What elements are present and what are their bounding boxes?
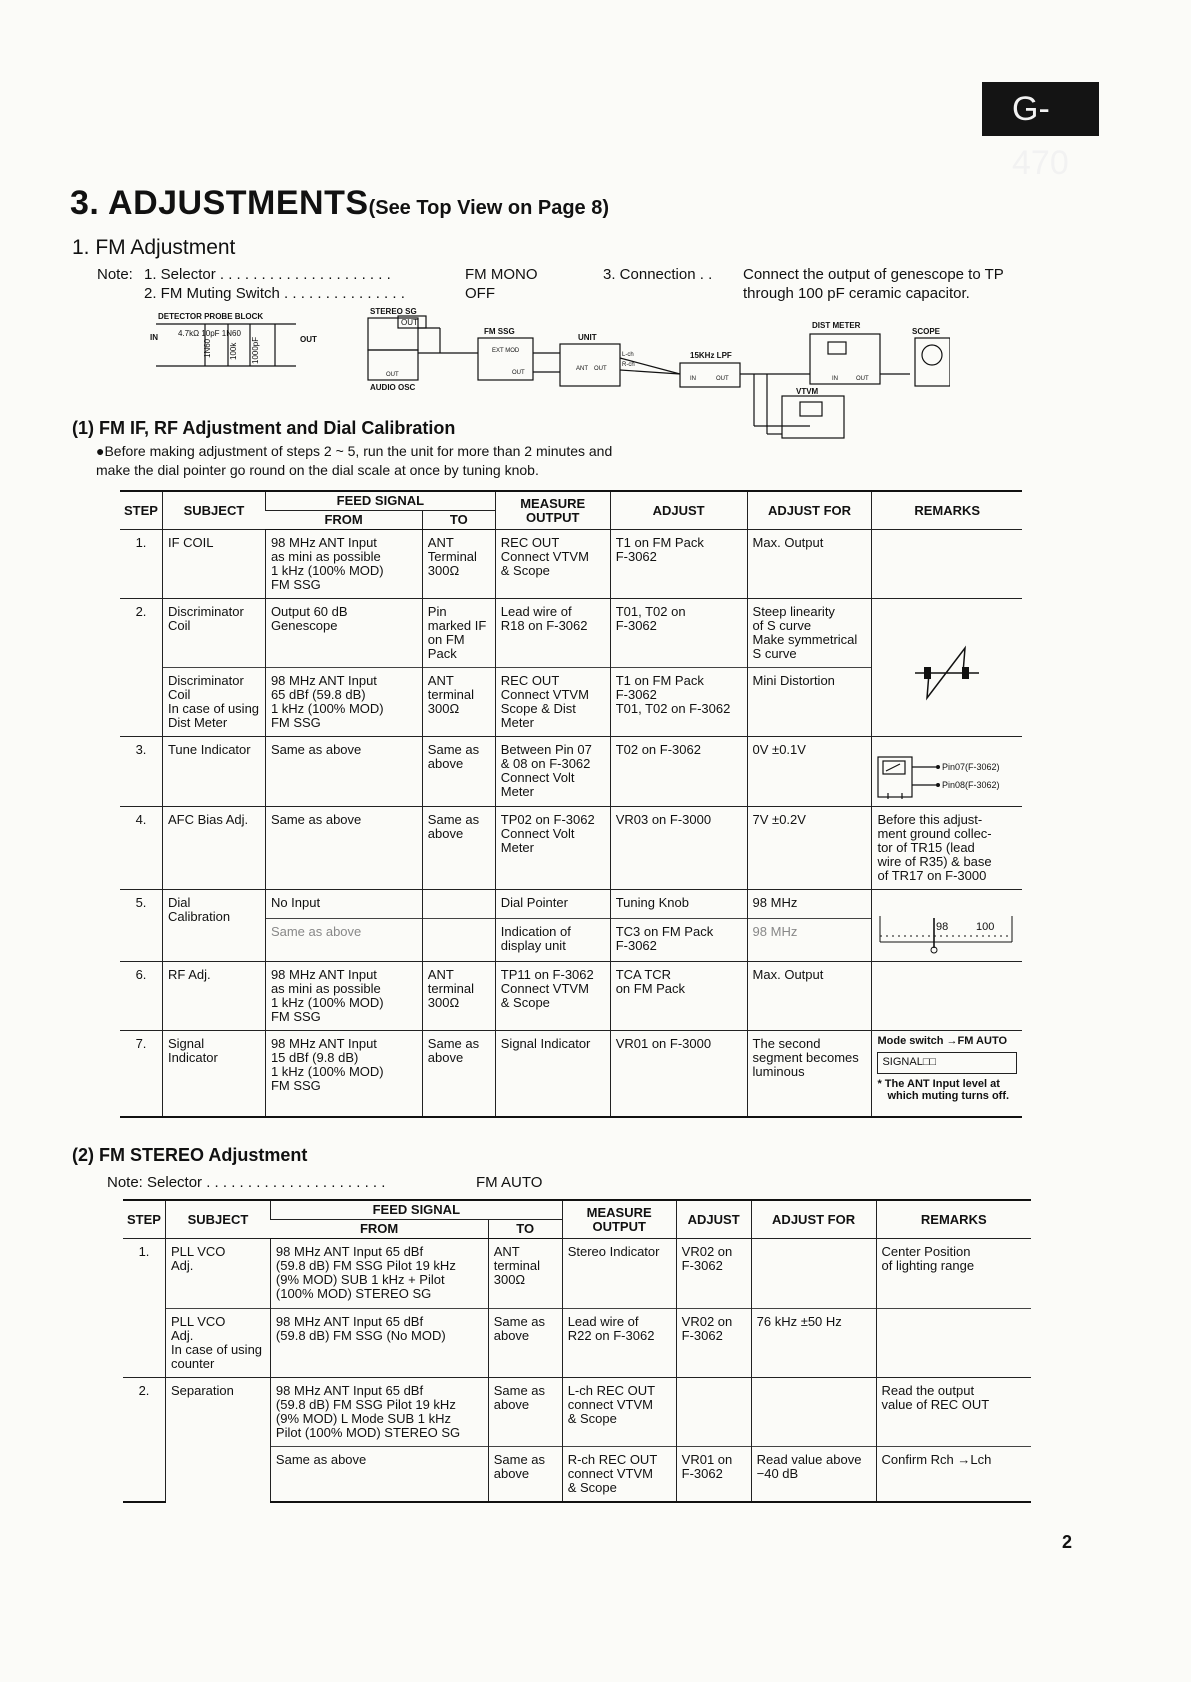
ext-mod-label: EXT MOD (492, 348, 520, 354)
cell-step: 1. (123, 1239, 165, 1309)
cell-subject: PLL VCO Adj. In case of using counter (165, 1309, 270, 1378)
cell-from: Same as above (265, 807, 422, 890)
cell-step (123, 1447, 165, 1503)
cell-to: ANT Terminal 300Ω (422, 530, 495, 599)
sub1-title: (1) FM IF, RF Adjustment and Dial Calibration (72, 418, 456, 438)
cell-remarks (872, 890, 1022, 962)
cell-measure: REC OUT Connect VTVM & Scope (495, 530, 610, 599)
cell-subject: Discriminator Coil In case of using Dist Meter (162, 668, 265, 737)
cell-step: 5. (120, 890, 162, 919)
section-title-text: 3. ADJUSTMENTS (70, 184, 369, 222)
cell-from: No Input (265, 890, 422, 919)
vtvm-label: VTVM (796, 387, 819, 396)
cell-measure: Lead wire of R18 on F-3062 (495, 599, 610, 668)
cell-subject: PLL VCO Adj. (165, 1239, 270, 1309)
cell-subject: Dial Calibration (162, 890, 265, 962)
unit-out: OUT (594, 366, 607, 372)
signal-indicator-box: SIGNAL□□ (877, 1052, 1017, 1074)
fm-if-rf-table (120, 490, 1022, 1118)
cell-adjust: TC3 on FM Pack F-3062 (610, 918, 747, 961)
cell-to (422, 918, 495, 961)
cell-to: Same as above (488, 1378, 562, 1447)
header-adjust: ADJUST (610, 491, 747, 530)
cell-step (120, 918, 162, 961)
cell-adjust: VR02 on F-3062 (676, 1309, 751, 1378)
probe-r1: 100k (229, 342, 238, 360)
cell-adjust: VR01 on F-3062 (676, 1447, 751, 1503)
cell-measure: TP11 on F-3062 Connect VTVM & Scope (495, 962, 610, 1031)
header-subject: SUBJECT (165, 1200, 270, 1239)
cell-subject: IF COIL (162, 530, 265, 599)
cell-to: Pin marked IF on FM Pack (422, 599, 495, 668)
cell-to (422, 890, 495, 919)
cell-step: 7. (120, 1031, 162, 1117)
cell-remarks: Read the output value of REC OUT (876, 1378, 1031, 1447)
fm-ssg-label: FM SSG (484, 327, 515, 336)
cell-measure: Indication of display unit (495, 918, 610, 961)
note-3: 3. Connection . . (603, 266, 713, 283)
model-badge: G-470 (982, 82, 1099, 136)
header-to: TO (488, 1220, 562, 1239)
audio-osc-out: OUT (386, 372, 399, 378)
cell-step: 1. (120, 530, 162, 599)
cell-to: Same as above (488, 1309, 562, 1378)
dist-meter-in: IN (832, 376, 838, 382)
cell-from: Same as above (265, 918, 422, 961)
cell-to: Same as above (422, 737, 495, 807)
cell-from: Same as above (265, 737, 422, 807)
cell-adjust: T02 on F-3062 (610, 737, 747, 807)
cell-adjust-for (751, 1378, 876, 1447)
cell-adjust-for: The second segment becomes luminous (747, 1031, 872, 1117)
header-measure: MEASURE OUTPUT (495, 491, 610, 530)
header-adjust-for: ADJUST FOR (751, 1200, 876, 1239)
cell-measure: Lead wire of R22 on F-3062 (562, 1309, 676, 1378)
probe-values: 4.7kΩ 10pF 1N60 (178, 329, 241, 338)
note-2: 2. FM Muting Switch . . . . . . . . . . . . . . . (144, 285, 405, 302)
cell-measure: Between Pin 07 & 08 on F-3062 Connect Volt Meter (495, 737, 610, 807)
table-row (123, 1309, 1031, 1378)
cell-to: ANT terminal 300Ω (422, 962, 495, 1031)
dist-meter-out: OUT (856, 376, 869, 382)
probe-title: DETECTOR PROBE BLOCK (158, 312, 264, 321)
table-row (120, 890, 1022, 919)
stereo-sg-out: OUT (401, 318, 418, 327)
cell-adjust-for: 7V ±0.2V (747, 807, 872, 890)
cell-remarks (872, 530, 1022, 599)
mode-switch-note: Mode switch →FM AUTO (877, 1035, 1008, 1047)
cell-step (120, 668, 162, 737)
rch-label: R-ch (622, 362, 635, 368)
cell-measure: R-ch REC OUT connect VTVM & Scope (562, 1447, 676, 1503)
cell-adjust-for (751, 1239, 876, 1309)
cell-adjust-for: 76 kHz ±50 Hz (751, 1309, 876, 1378)
cell-adjust-for: Mini Distortion (747, 668, 872, 737)
probe-d1: 1N60 (203, 338, 212, 358)
cell-from: 98 MHz ANT Input 65 dBf (59.8 dB) FM SSG Pilot 19 kHz (9% MOD) L Mode SUB 1 kHz Pilot (100% MOD) STEREO SG (270, 1378, 488, 1447)
lpf-label: 15KHz LPF (690, 351, 732, 360)
header-adjust-for: ADJUST FOR (747, 491, 872, 530)
header-subject: SUBJECT (162, 491, 265, 530)
lpf-out: OUT (716, 376, 729, 382)
cell-from: Same as above (270, 1447, 488, 1503)
s-curve-icon (907, 638, 987, 708)
header-remarks: REMARKS (872, 491, 1022, 530)
cell-measure: Dial Pointer (495, 890, 610, 919)
note-3-value-2: through 100 pF ceramic capacitor. (743, 285, 970, 302)
cell-subject: Discriminator Coil (162, 599, 265, 668)
note-1: 1. Selector . . . . . . . . . . . . . . . . . . . . . (144, 266, 391, 283)
cell-adjust-for: Max. Output (747, 530, 872, 599)
fm-title: 1. FM Adjustment (72, 236, 236, 259)
header-feed: FEED SIGNAL (270, 1200, 562, 1220)
audio-osc-label: AUDIO OSC (370, 383, 416, 392)
note-1-value: FM MONO (465, 266, 538, 283)
cell-measure: L-ch REC OUT connect VTVM & Scope (562, 1378, 676, 1447)
probe-out: OUT (300, 335, 317, 344)
sub1-bullet (96, 442, 796, 480)
volt-meter-icon (876, 755, 1016, 799)
dial-98: 98 (936, 921, 949, 933)
dist-meter-label: DIST METER (812, 321, 861, 330)
cell-adjust: Tuning Knob (610, 890, 747, 919)
fm-ssg-out: OUT (512, 370, 525, 376)
cell-from: 98 MHz ANT Input 65 dBf (59.8 dB) FM SSG (No MOD) (270, 1309, 488, 1378)
cell-measure: TP02 on F-3062 Connect Volt Meter (495, 807, 610, 890)
table-row (123, 1378, 1031, 1447)
cell-adjust-for: 98 MHz (747, 890, 872, 919)
cell-to: ANT terminal 300Ω (422, 668, 495, 737)
cell-remarks (876, 1309, 1031, 1378)
section-subtitle: (See Top View on Page 8) (368, 197, 609, 219)
sub2-note: Note: Selector . . . . . . . . . . . . . . . . . . . . . . (107, 1174, 386, 1191)
cell-subject: Signal Indicator (162, 1031, 265, 1117)
dial-scale-icon (876, 908, 1016, 954)
table-row (120, 530, 1022, 599)
header-step: STEP (123, 1200, 165, 1239)
sub2-title: (2) FM STEREO Adjustment (72, 1145, 308, 1165)
ant-note-1: * The ANT Input level at (877, 1078, 1000, 1090)
unit-label: UNIT (578, 333, 597, 342)
cell-from: 98 MHz ANT Input 15 dBf (9.8 dB) 1 kHz (100% MOD) FM SSG (265, 1031, 422, 1117)
cell-adjust-for: Steep linearity of S curve Make symmetrical S curve (747, 599, 872, 668)
page-number: 2 (1062, 1532, 1073, 1552)
cell-remarks (872, 599, 1022, 737)
table-row (120, 599, 1022, 668)
fm-stereo-table (123, 1199, 1031, 1503)
note-label: Note: (97, 266, 133, 283)
cell-to: Same as above (422, 807, 495, 890)
table-row (120, 962, 1022, 1031)
cell-to: Same as above (488, 1447, 562, 1503)
sub2-note-value: FM AUTO (476, 1174, 543, 1191)
cell-remarks (872, 1031, 1022, 1117)
cell-subject: RF Adj. (162, 962, 265, 1031)
cell-measure: REC OUT Connect VTVM Scope & Dist Meter (495, 668, 610, 737)
table-row (120, 737, 1022, 807)
cell-to: ANT terminal 300Ω (488, 1239, 562, 1309)
dial-100: 100 (976, 921, 995, 933)
cell-remarks: Confirm Rch →Lch (876, 1447, 1031, 1503)
cell-adjust: TCA TCR on FM Pack (610, 962, 747, 1031)
cell-measure: Stereo Indicator (562, 1239, 676, 1309)
cell-from: 98 MHz ANT Input 65 dBf (59.8 dB) 1 kHz (100% MOD) FM SSG (265, 668, 422, 737)
cell-from: 98 MHz ANT Input as mini as possible 1 kHz (100% MOD) FM SSG (265, 530, 422, 599)
section-title (70, 184, 609, 223)
sub1-bullet-line-2: make the dial pointer go round on the dial scale at once by tuning knob. (96, 462, 539, 478)
table-row (123, 1239, 1031, 1309)
cell-adjust-for: 0V ±0.1V (747, 737, 872, 807)
header-step: STEP (120, 491, 162, 530)
stereo-sg-label: STEREO SG (370, 308, 417, 316)
sub1-bullet-line-1: ●Before making adjustment of steps 2 ~ 5, run the unit for more than 2 minutes and (96, 443, 613, 459)
cell-measure: Signal Indicator (495, 1031, 610, 1117)
cell-adjust: VR01 on F-3000 (610, 1031, 747, 1117)
cell-step: 3. (120, 737, 162, 807)
cell-adjust (676, 1378, 751, 1447)
cell-adjust: T01, T02 on F-3062 (610, 599, 747, 668)
lch-label: L-ch (622, 352, 634, 358)
table-row (120, 807, 1022, 890)
cell-adjust: VR03 on F-3000 (610, 807, 747, 890)
cell-adjust-for: Max. Output (747, 962, 872, 1031)
cell-adjust: T1 on FM Pack F-3062 T01, T02 on F-3062 (610, 668, 747, 737)
note-3-value-1: Connect the output of genescope to TP (743, 266, 1004, 283)
table-row (120, 1031, 1022, 1117)
probe-in: IN (150, 333, 158, 342)
lpf-in: IN (690, 376, 696, 382)
cell-subject: Separation (165, 1378, 270, 1503)
pin08-label: Pin08(F-3062) (942, 780, 1000, 790)
cell-subject: AFC Bias Adj. (162, 807, 265, 890)
cell-to: Same as above (422, 1031, 495, 1117)
cell-remarks (872, 737, 1022, 807)
cell-remarks: Before this adjust- ment ground collec- tor of TR15 (lead wire of R35) & base of TR17 on F-3000 (872, 807, 1022, 890)
cell-from: 98 MHz ANT Input as mini as possible 1 kHz (100% MOD) FM SSG (265, 962, 422, 1031)
cell-step: 2. (123, 1378, 165, 1447)
header-remarks: REMARKS (876, 1200, 1031, 1239)
scope-label: SCOPE (912, 327, 941, 336)
cell-step: 2. (120, 599, 162, 668)
note-2-value: OFF (465, 285, 495, 302)
cell-adjust: VR02 on F-3062 (676, 1239, 751, 1309)
header-from: FROM (270, 1220, 488, 1239)
cell-step: 6. (120, 962, 162, 1031)
header-from: FROM (265, 511, 422, 530)
unit-ant: ANT (576, 366, 588, 372)
cell-from: Output 60 dB Genescope (265, 599, 422, 668)
header-to: TO (422, 511, 495, 530)
cell-adjust: T1 on FM Pack F-3062 (610, 530, 747, 599)
cell-remarks: Center Position of lighting range (876, 1239, 1031, 1309)
cell-adjust-for: 98 MHz (747, 918, 872, 961)
cell-adjust-for: Read value above −40 dB (751, 1447, 876, 1503)
cell-subject: Tune Indicator (162, 737, 265, 807)
ant-note-2: which muting turns off. (887, 1090, 1010, 1102)
cell-from: 98 MHz ANT Input 65 dBf (59.8 dB) FM SSG Pilot 19 kHz (9% MOD) SUB 1 kHz + Pilot (100% MOD) STEREO SG (270, 1239, 488, 1309)
cell-step: 4. (120, 807, 162, 890)
pin07-label: Pin07(F-3062) (942, 762, 1000, 772)
cell-step (123, 1309, 165, 1378)
probe-c1: 1000pF (251, 336, 260, 364)
header-adjust: ADJUST (676, 1200, 751, 1239)
cell-remarks (872, 962, 1022, 1031)
header-feed: FEED SIGNAL (265, 491, 495, 511)
header-measure: MEASURE OUTPUT (562, 1200, 676, 1239)
